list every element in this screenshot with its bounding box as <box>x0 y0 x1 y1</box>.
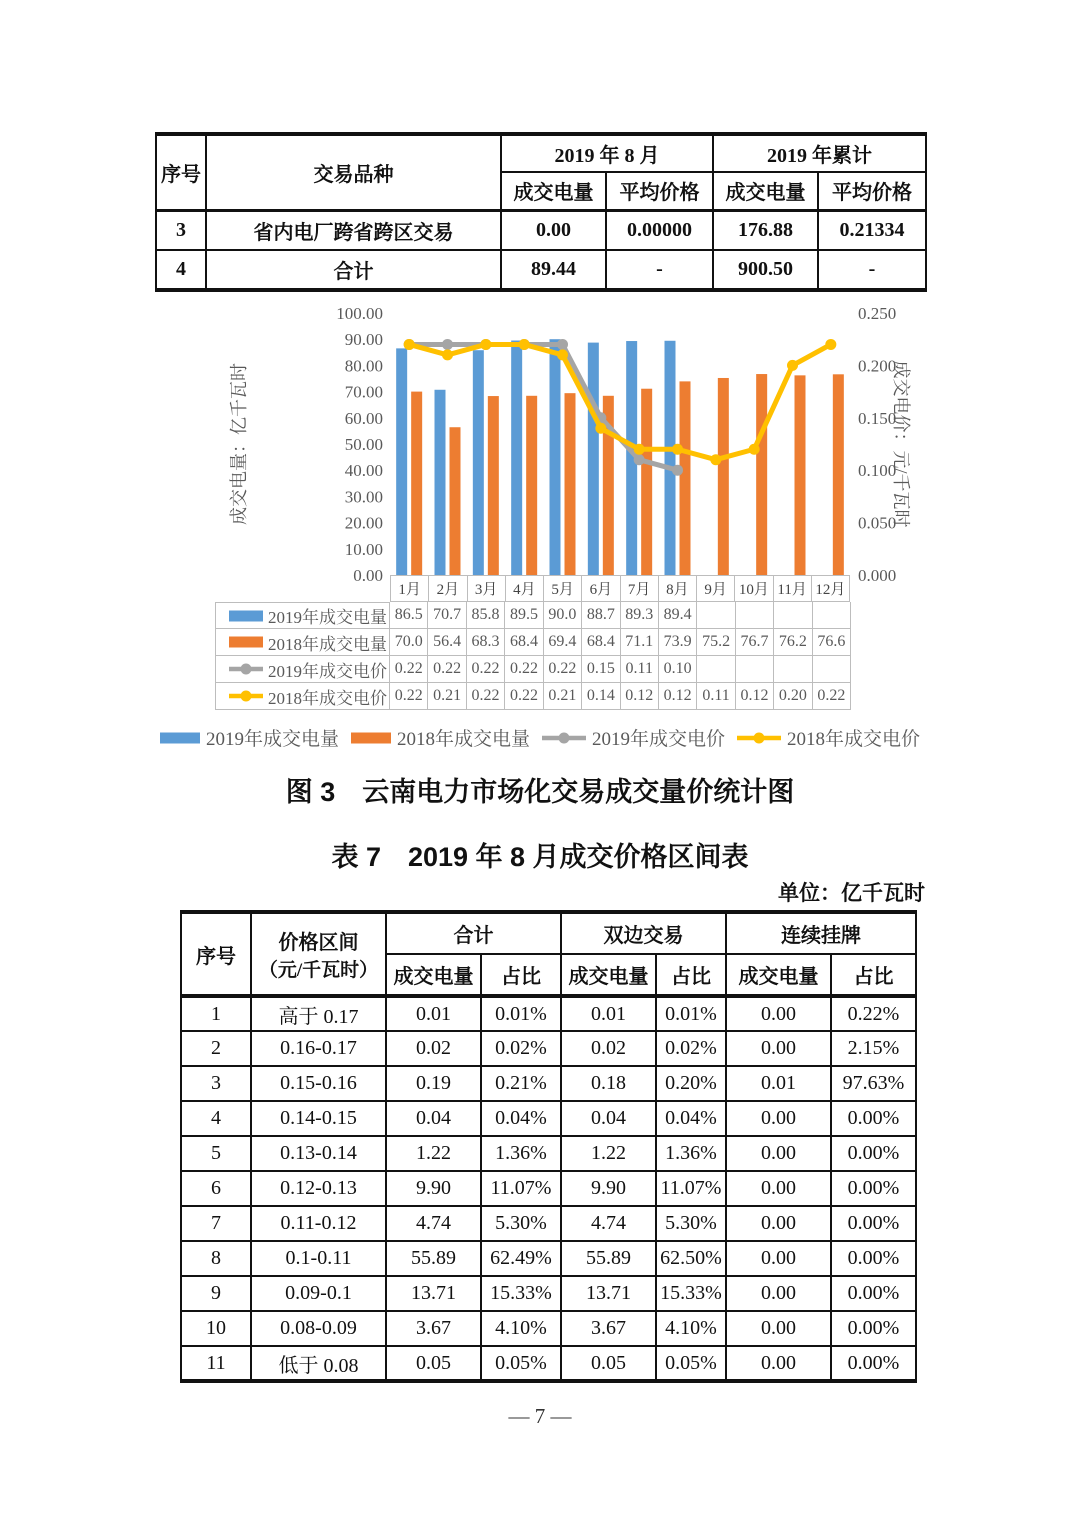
chart-table-value-cell: 0.12 <box>736 683 774 710</box>
price-table-cell: 0.00% <box>831 1346 916 1381</box>
price-table-cell: 高于 0.17 <box>251 996 386 1031</box>
price-table-cell: 0.09-0.1 <box>251 1276 386 1311</box>
chart-legend <box>0 724 1080 751</box>
price-table-cell: 0.00 <box>726 1241 831 1276</box>
chart-marker-2018年成交电价 <box>557 349 568 360</box>
chart-table-row <box>215 656 851 683</box>
price-table-cell: 62.49% <box>481 1241 561 1276</box>
price-table-row <box>181 1241 916 1276</box>
left-axis-tick: 50.00 <box>344 435 383 454</box>
chart-table-value-cell <box>736 656 774 683</box>
price-table-cell: 0.04% <box>481 1101 561 1136</box>
price-table-cell: 4 <box>181 1101 251 1136</box>
price-subheader: 占比 <box>656 954 726 996</box>
price-table-cell: 55.89 <box>386 1241 481 1276</box>
chart-month-axis <box>390 575 850 602</box>
chart-bar-2019年成交电量 <box>396 348 407 575</box>
price-header-range-line1: 价格区间 <box>278 932 359 954</box>
price-table-cell: 0.00% <box>831 1171 916 1206</box>
price-table-cell: 62.50% <box>656 1241 726 1276</box>
chart-marker-2018年成交电价 <box>825 339 836 350</box>
chart-marker-2018年成交电价 <box>519 339 530 350</box>
chart-bar-2018年成交电量 <box>641 389 652 575</box>
chart-bar-2019年成交电量 <box>550 339 561 575</box>
chart-marker-2018年成交电价 <box>442 349 453 360</box>
chart-table-value-cell: 89.3 <box>621 602 659 629</box>
chart-marker-2018年成交电价 <box>710 454 721 465</box>
right-axis-tick: 0.100 <box>858 461 897 481</box>
summary-header-cumulative-group: 2019 年累计 <box>713 134 926 172</box>
chart-bar-2018年成交电量 <box>833 374 844 575</box>
chart-table-row <box>215 683 851 710</box>
chart-table-value-cell <box>813 602 851 629</box>
price-header-group-listing: 连续挂牌 <box>726 912 916 954</box>
summary-table-cell: 3 <box>156 210 206 250</box>
chart-bar-2018年成交电量 <box>526 396 537 575</box>
price-table-cell: 0.00 <box>726 996 831 1031</box>
chart-table-value-cell: 76.6 <box>813 629 851 656</box>
price-table-cell: 1.36% <box>481 1136 561 1171</box>
price-table-cell: 0.00% <box>831 1276 916 1311</box>
price-table-cell: 0.05% <box>656 1346 726 1381</box>
legend-label: 2018年成交电量 <box>396 729 530 750</box>
chart-table-value-cell: 0.14 <box>582 683 620 710</box>
price-table-cell: 0.14-0.15 <box>251 1101 386 1136</box>
price-table-cell: 97.63% <box>831 1066 916 1101</box>
month-cell: 1月 <box>398 582 421 598</box>
chart-bar-2018年成交电量 <box>756 374 767 575</box>
left-axis-tick: 100.00 <box>336 304 383 323</box>
price-table-cell: 0.13-0.14 <box>251 1136 386 1171</box>
summary-table-cell: 0.00 <box>501 210 606 250</box>
left-axis-tick: 30.00 <box>344 487 383 507</box>
series-name: 2019年成交电量 <box>268 608 387 627</box>
chart-plot-area <box>215 295 915 585</box>
chart-bar-2018年成交电量 <box>488 396 499 575</box>
price-table-cell: 0.04 <box>386 1101 481 1136</box>
chart-table-value-cell: 71.1 <box>621 629 659 656</box>
price-subheader: 成交电量 <box>726 954 831 996</box>
legend-item <box>542 724 725 751</box>
chart-marker-2019年成交电价 <box>634 454 645 465</box>
chart-table-value-cell <box>774 656 812 683</box>
chart-table-value-cell: 0.12 <box>621 683 659 710</box>
price-table-cell: 15.33% <box>481 1276 561 1311</box>
left-axis-tick: 60.00 <box>344 408 383 428</box>
chart-table-value-cell: 86.5 <box>390 602 428 629</box>
chart-table-value-cell <box>697 656 735 683</box>
price-header-group-total: 合计 <box>386 912 561 954</box>
summary-subheader: 平均价格 <box>818 172 926 210</box>
price-table-cell: 0.1-0.11 <box>251 1241 386 1276</box>
summary-table-cell: 合计 <box>206 250 501 290</box>
price-table-cell: 13.71 <box>386 1276 481 1311</box>
chart-table-value-cell: 0.22 <box>505 683 543 710</box>
price-table-row <box>181 1101 916 1136</box>
price-table-cell: 4.10% <box>656 1311 726 1346</box>
chart-table-value-cell: 0.22 <box>428 656 466 683</box>
chart-table-row <box>215 602 851 629</box>
chart-table-value-cell: 0.20 <box>774 683 812 710</box>
chart-table-value-cell: 0.22 <box>390 656 428 683</box>
price-table-cell: 0.02% <box>656 1031 726 1066</box>
right-axis-tick: 0.000 <box>858 566 897 585</box>
chart-table-value-cell: 75.2 <box>697 629 735 656</box>
swatch-dot <box>241 664 252 675</box>
price-table-cell: 0.00% <box>831 1136 916 1171</box>
price-table-cell: 0.16-0.17 <box>251 1031 386 1066</box>
price-table-cell: 0.04% <box>656 1101 726 1136</box>
chart-table-value-cell: 70.7 <box>428 602 466 629</box>
chart-table-value-cell: 89.4 <box>659 602 697 629</box>
price-table-row <box>181 1171 916 1206</box>
left-axis-tick: 20.00 <box>344 513 383 533</box>
price-table-cell: 0.19 <box>386 1066 481 1101</box>
legend-item <box>160 724 339 751</box>
price-table-cell: 4.74 <box>561 1206 656 1241</box>
price-table-cell: 3 <box>181 1066 251 1101</box>
price-table-cell: 0.01% <box>481 996 561 1031</box>
summary-table-cell: 0.21334 <box>818 210 926 250</box>
left-axis-tick: 90.00 <box>344 330 383 350</box>
swatch-rect <box>229 610 263 621</box>
price-table-cell: 13.71 <box>561 1276 656 1311</box>
chart-bar-2018年成交电量 <box>795 375 806 575</box>
swatch-rect <box>160 732 200 743</box>
chart-table-value-cell: 76.2 <box>774 629 812 656</box>
chart-table-value-cell: 89.5 <box>505 602 543 629</box>
swatch-dot <box>754 732 765 743</box>
chart-data-table <box>215 602 851 710</box>
chart-bar-2018年成交电量 <box>450 427 461 575</box>
month-cell: 9月 <box>696 576 734 601</box>
price-table-cell: 5.30% <box>656 1206 726 1241</box>
left-axis-tick: 70.00 <box>344 382 383 402</box>
price-table-cell: 0.18 <box>561 1066 656 1101</box>
left-axis-tick: 10.00 <box>344 539 383 559</box>
summary-header-no: 序号 <box>156 134 206 210</box>
chart-table-value-cell: 0.22 <box>505 656 543 683</box>
swatch-dot <box>241 691 252 702</box>
price-table-cell: 0.04 <box>561 1101 656 1136</box>
chart-bar-2019年成交电量 <box>511 341 522 575</box>
series-name: 2019年成交电价 <box>268 661 387 681</box>
volume-price-chart <box>215 295 915 715</box>
chart-table-value-cell: 90.0 <box>544 602 582 629</box>
chart-marker-2018年成交电价 <box>672 444 683 455</box>
price-table-row <box>181 1031 916 1066</box>
chart-table-value-cell: 85.8 <box>467 602 505 629</box>
chart-table-value-cell <box>813 656 851 683</box>
swatch-rect <box>229 637 263 648</box>
summary-table-cell: - <box>818 250 926 290</box>
chart-table-value-cell: 56.4 <box>428 629 466 656</box>
swatch-dot <box>559 732 570 743</box>
right-axis-tick: 0.250 <box>858 304 897 323</box>
price-range-table <box>180 910 917 1383</box>
price-table-cell: 11.07% <box>656 1171 726 1206</box>
price-table-cell: 0.01 <box>386 996 481 1031</box>
price-table-cell: 2 <box>181 1031 251 1066</box>
summary-table-cell: 省内电厂跨省跨区交易 <box>206 210 501 250</box>
summary-subheader: 成交电量 <box>501 172 606 210</box>
price-table-row <box>181 1311 916 1346</box>
summary-subheader: 成交电量 <box>713 172 818 210</box>
chart-table-series-label <box>215 602 390 629</box>
bar-swatch-icon <box>229 635 263 649</box>
month-cell: 4月 <box>505 576 543 601</box>
left-axis-tick: 0.00 <box>353 566 383 585</box>
price-table-cell: 9.90 <box>386 1171 481 1206</box>
summary-table-row <box>156 250 926 290</box>
chart-table-value-cell: 76.7 <box>736 629 774 656</box>
price-table-cell: 0.02 <box>561 1031 656 1066</box>
price-table-cell: 0.05 <box>386 1346 481 1381</box>
price-header-no: 序号 <box>181 912 251 996</box>
summary-header-type: 交易品种 <box>206 134 501 210</box>
legend-label: 2018年成交电价 <box>787 729 921 750</box>
chart-table-value-cell: 0.22 <box>544 656 582 683</box>
price-table-cell: 0.00% <box>831 1311 916 1346</box>
price-table-row <box>181 1136 916 1171</box>
page-number: — 7 — <box>508 1404 572 1428</box>
summary-subheader: 平均价格 <box>606 172 713 210</box>
price-subheader: 占比 <box>831 954 916 996</box>
price-subheader: 成交电量 <box>386 954 481 996</box>
month-cell: 11月 <box>773 576 811 601</box>
price-table-cell: 0.00 <box>726 1101 831 1136</box>
month-cell: 3月 <box>467 576 505 601</box>
chart-table-value-cell: 70.0 <box>390 629 428 656</box>
price-header-range <box>251 912 386 996</box>
price-table-cell: 0.02% <box>481 1031 561 1066</box>
summary-table <box>155 132 927 292</box>
price-table-cell: 0.00% <box>831 1241 916 1276</box>
chart-marker-2019年成交电价 <box>672 465 683 476</box>
chart-table-value-cell <box>697 602 735 629</box>
month-cell: 10月 <box>734 576 772 601</box>
figure-caption: 图 3 云南电力市场化交易成交量价统计图 <box>285 777 795 807</box>
left-axis-title: 成交电量：亿千瓦时 <box>229 363 249 525</box>
chart-table-value-cell: 73.9 <box>659 629 697 656</box>
price-table-cell: 0.01 <box>726 1066 831 1101</box>
chart-table-value-cell: 0.22 <box>467 656 505 683</box>
price-table-row <box>181 1346 916 1381</box>
chart-bar-2018年成交电量 <box>411 392 422 575</box>
price-table-cell: 0.00 <box>726 1346 831 1381</box>
price-table-cell: 11 <box>181 1346 251 1381</box>
price-table-cell: 4.10% <box>481 1311 561 1346</box>
chart-table-value-cell <box>774 602 812 629</box>
summary-table-cell: 176.88 <box>713 210 818 250</box>
price-table-cell: 低于 0.08 <box>251 1346 386 1381</box>
price-table-row <box>181 1206 916 1241</box>
bar-swatch-icon <box>160 731 200 745</box>
price-header-group-bilateral: 双边交易 <box>561 912 726 954</box>
chart-table-value-cell <box>736 602 774 629</box>
price-table-cell: 1.22 <box>386 1136 481 1171</box>
price-table-cell: 0.01% <box>656 996 726 1031</box>
legend-label: 2019年成交电量 <box>205 729 339 750</box>
month-cell: 8月 <box>658 576 696 601</box>
price-subheader: 占比 <box>481 954 561 996</box>
price-table-cell: 3.67 <box>386 1311 481 1346</box>
price-table-cell: 4.74 <box>386 1206 481 1241</box>
chart-table-value-cell: 68.3 <box>467 629 505 656</box>
price-table-cell: 0.00 <box>726 1171 831 1206</box>
price-table-cell: 0.08-0.09 <box>251 1311 386 1346</box>
chart-table-value-cell: 68.4 <box>505 629 543 656</box>
summary-table-row <box>156 210 926 250</box>
left-axis-tick: 40.00 <box>344 461 383 481</box>
chart-table-value-cell: 69.4 <box>544 629 582 656</box>
chart-marker-2019年成交电价 <box>442 339 453 350</box>
month-cell: 6月 <box>581 576 619 601</box>
chart-bar-2018年成交电量 <box>565 393 576 575</box>
line-marker-swatch-icon <box>229 689 263 703</box>
price-table-cell: 3.67 <box>561 1311 656 1346</box>
chart-table-series-label <box>215 683 390 710</box>
right-axis-title: 成交电价：元/千瓦时 <box>891 360 911 528</box>
price-table-cell: 8 <box>181 1241 251 1276</box>
month-cell: 5月 <box>543 576 581 601</box>
chart-table-value-cell: 0.11 <box>697 683 735 710</box>
bar-swatch-icon <box>229 609 263 623</box>
price-table-cell: 11.07% <box>481 1171 561 1206</box>
price-table-cell: 15.33% <box>656 1276 726 1311</box>
price-table-cell: 0.02 <box>386 1031 481 1066</box>
chart-bar-2019年成交电量 <box>588 343 599 575</box>
month-cell: 12月 <box>811 576 849 601</box>
chart-table-value-cell: 0.11 <box>621 656 659 683</box>
month-cell: 2月 <box>428 576 466 601</box>
price-table-cell: 0.22% <box>831 996 916 1031</box>
chart-table-value-cell: 0.10 <box>659 656 697 683</box>
series-name: 2018年成交电量 <box>268 634 387 654</box>
right-axis-tick: 0.200 <box>858 356 897 376</box>
chart-table-series-label <box>215 656 390 683</box>
price-table-cell: 10 <box>181 1311 251 1346</box>
summary-table-cell: 0.00000 <box>606 210 713 250</box>
chart-marker-2018年成交电价 <box>787 360 798 371</box>
legend-item <box>351 724 530 751</box>
chart-table-value-cell: 68.4 <box>582 629 620 656</box>
legend-item <box>737 724 920 751</box>
line-marker-swatch-icon <box>229 662 263 676</box>
right-axis-tick: 0.050 <box>858 513 897 533</box>
price-table-cell: 0.15-0.16 <box>251 1066 386 1101</box>
chart-table-value-cell: 0.21 <box>544 683 582 710</box>
price-table-cell: 0.05% <box>481 1346 561 1381</box>
price-table-cell: 0.20% <box>656 1066 726 1101</box>
chart-bar-2019年成交电量 <box>473 350 484 575</box>
summary-table-cell: 4 <box>156 250 206 290</box>
chart-bar-2019年成交电量 <box>435 390 446 575</box>
chart-marker-2018年成交电价 <box>595 423 606 434</box>
price-table-cell: 0.00 <box>726 1136 831 1171</box>
price-table-cell: 9 <box>181 1276 251 1311</box>
chart-table-value-cell: 0.22 <box>390 683 428 710</box>
chart-table-value-cell: 0.15 <box>582 656 620 683</box>
price-subheader: 成交电量 <box>561 954 656 996</box>
chart-table-row <box>215 629 851 656</box>
price-table-cell: 2.15% <box>831 1031 916 1066</box>
price-table-cell: 0.11-0.12 <box>251 1206 386 1241</box>
price-table-cell: 6 <box>181 1171 251 1206</box>
line-marker-swatch-icon <box>542 731 586 745</box>
chart-marker-2018年成交电价 <box>480 339 491 350</box>
chart-bar-2018年成交电量 <box>718 378 729 575</box>
chart-table-value-cell: 88.7 <box>582 602 620 629</box>
price-table-row <box>181 996 916 1031</box>
chart-table-value-cell: 0.22 <box>467 683 505 710</box>
price-table-cell: 0.00% <box>831 1206 916 1241</box>
price-table-title: 表 7 2019 年 8 月成交价格区间表 <box>331 842 749 872</box>
price-table-cell: 1.22 <box>561 1136 656 1171</box>
price-table-row <box>181 1276 916 1311</box>
chart-table-value-cell: 0.12 <box>659 683 697 710</box>
chart-marker-2018年成交电价 <box>634 444 645 455</box>
summary-header-month-group: 2019 年 8 月 <box>501 134 713 172</box>
price-table-cell: 0.12-0.13 <box>251 1171 386 1206</box>
price-table-cell: 1 <box>181 996 251 1031</box>
summary-table-cell: 89.44 <box>501 250 606 290</box>
chart-bar-2019年成交电量 <box>665 341 676 575</box>
price-table-cell: 0.00 <box>726 1206 831 1241</box>
series-name: 2018年成交电价 <box>268 688 387 708</box>
month-cell: 7月 <box>620 576 658 601</box>
price-table-cell: 0.05 <box>561 1346 656 1381</box>
price-header-range-line2: （元/千瓦时） <box>258 960 379 981</box>
right-axis-tick: 0.150 <box>858 408 897 428</box>
chart-table-value-cell: 0.21 <box>428 683 466 710</box>
chart-bar-2018年成交电量 <box>680 381 691 575</box>
summary-table-cell: - <box>606 250 713 290</box>
price-table-cell: 0.21% <box>481 1066 561 1101</box>
legend-label: 2019年成交电价 <box>592 729 726 750</box>
price-table-cell: 1.36% <box>656 1136 726 1171</box>
unit-note: 单位：亿千瓦时 <box>778 882 925 905</box>
line-marker-swatch-icon <box>737 731 781 745</box>
chart-marker-2018年成交电价 <box>404 339 415 350</box>
chart-marker-2018年成交电价 <box>749 444 760 455</box>
price-table-cell: 9.90 <box>561 1171 656 1206</box>
summary-table-cell: 900.50 <box>713 250 818 290</box>
price-table-cell: 0.00 <box>726 1031 831 1066</box>
price-table-row <box>181 1066 916 1101</box>
price-table-cell: 55.89 <box>561 1241 656 1276</box>
bar-swatch-icon <box>351 731 391 745</box>
left-axis-tick: 80.00 <box>344 356 383 376</box>
price-table-cell: 7 <box>181 1206 251 1241</box>
price-table-cell: 5 <box>181 1136 251 1171</box>
price-table-cell: 0.01 <box>561 996 656 1031</box>
swatch-rect <box>351 732 391 743</box>
chart-table-value-cell: 0.22 <box>813 683 851 710</box>
chart-marker-2019年成交电价 <box>557 339 568 350</box>
price-table-cell: 0.00 <box>726 1276 831 1311</box>
price-table-cell: 0.00 <box>726 1311 831 1346</box>
price-table-cell: 0.00% <box>831 1101 916 1136</box>
price-table-cell: 5.30% <box>481 1206 561 1241</box>
chart-table-series-label <box>215 629 390 656</box>
